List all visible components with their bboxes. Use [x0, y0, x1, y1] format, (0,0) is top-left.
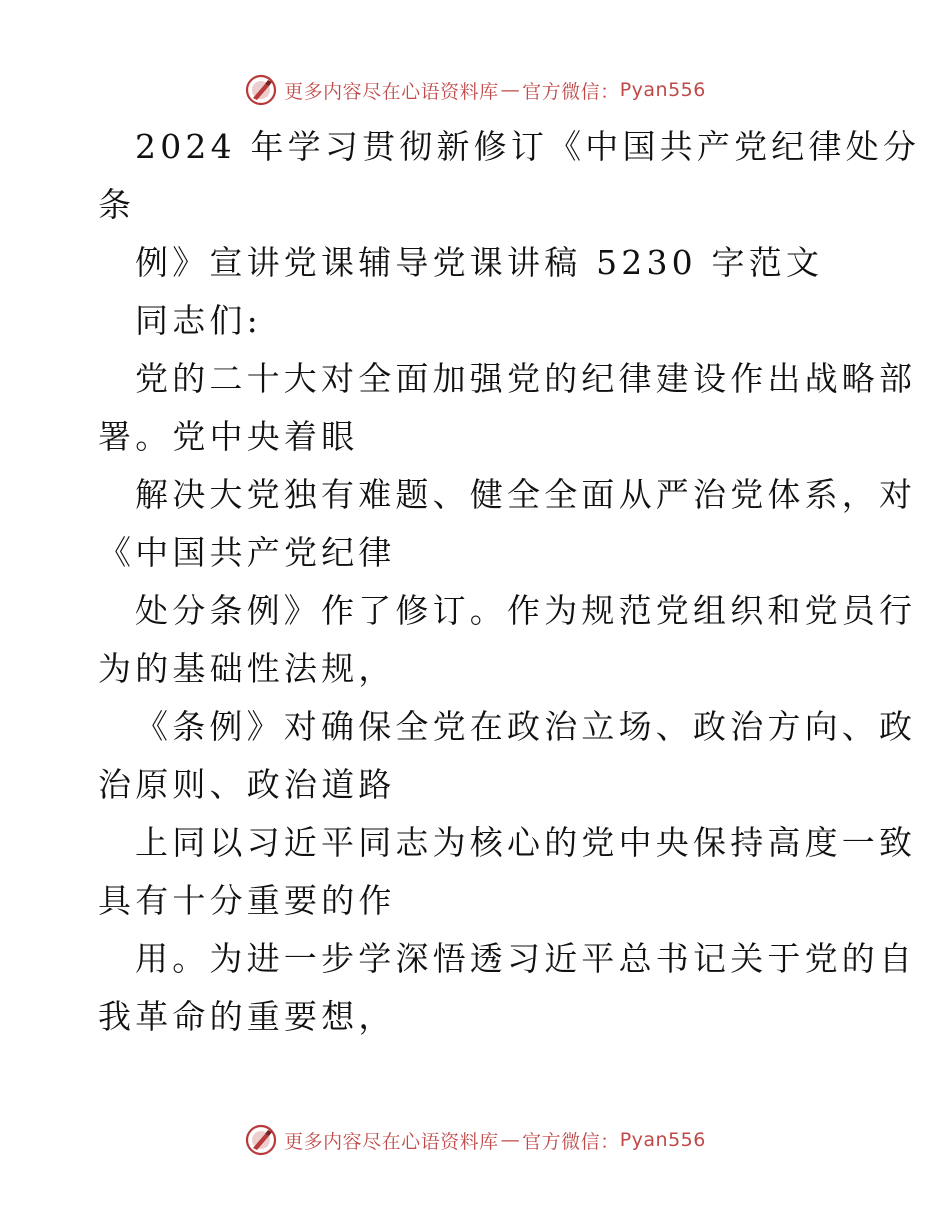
title-line-2: 条 [98, 185, 136, 224]
watermark-contact-id: Pyan556 [619, 1129, 706, 1151]
watermark-contact-label: 官方微信： [522, 80, 620, 103]
paragraph-line: 党的二十大对全面加强党的纪律建设作出战略部 [135, 359, 917, 398]
paragraph-line: 治原则、政治道路 [98, 765, 396, 804]
pen-seal-icon [244, 73, 278, 107]
paragraph-line: 用。为进一步学深悟透习近平总书记关于党的自 [135, 939, 917, 978]
paragraph-line: 具有十分重要的作 [98, 881, 396, 920]
paragraph-line: 《条例》对确保全党在政治立场、政治方向、政 [135, 707, 917, 746]
paragraph-line: 处分条例》作了修订。作为规范党组织和党员行 [135, 591, 917, 630]
paragraph-line: 署。党中央着眼 [98, 417, 359, 456]
watermark-dash: — [500, 79, 521, 101]
paragraph-line: 我革命的重要想， [98, 997, 396, 1036]
paragraph-line: 为的基础性法规， [98, 649, 396, 688]
title-line-3: 例》宣讲党课辅导党课讲稿 5230 字范文 [135, 243, 824, 282]
title-line-1: 2024 年学习贯彻新修订《中国共产党纪律处分 [135, 127, 921, 166]
paragraph-line: 上同以习近平同志为核心的党中央保持高度一致 [135, 823, 917, 862]
watermark-text: 更多内容尽在心语资料库 [284, 1130, 499, 1153]
paragraph-line: 解决大党独有难题、健全全面从严治党体系，对 [135, 475, 917, 514]
header-watermark [0, 70, 950, 110]
footer-watermark [0, 1120, 950, 1160]
watermark-dash: — [500, 1129, 521, 1151]
salutation: 同志们: [135, 301, 262, 340]
watermark-text: 更多内容尽在心语资料库 [284, 80, 499, 103]
document-body [98, 118, 921, 1046]
pen-seal-icon [244, 1123, 278, 1157]
watermark-contact-id: Pyan556 [619, 79, 706, 101]
watermark-contact-label: 官方微信： [522, 1130, 620, 1153]
paragraph-line: 《中国共产党纪律 [98, 533, 396, 572]
